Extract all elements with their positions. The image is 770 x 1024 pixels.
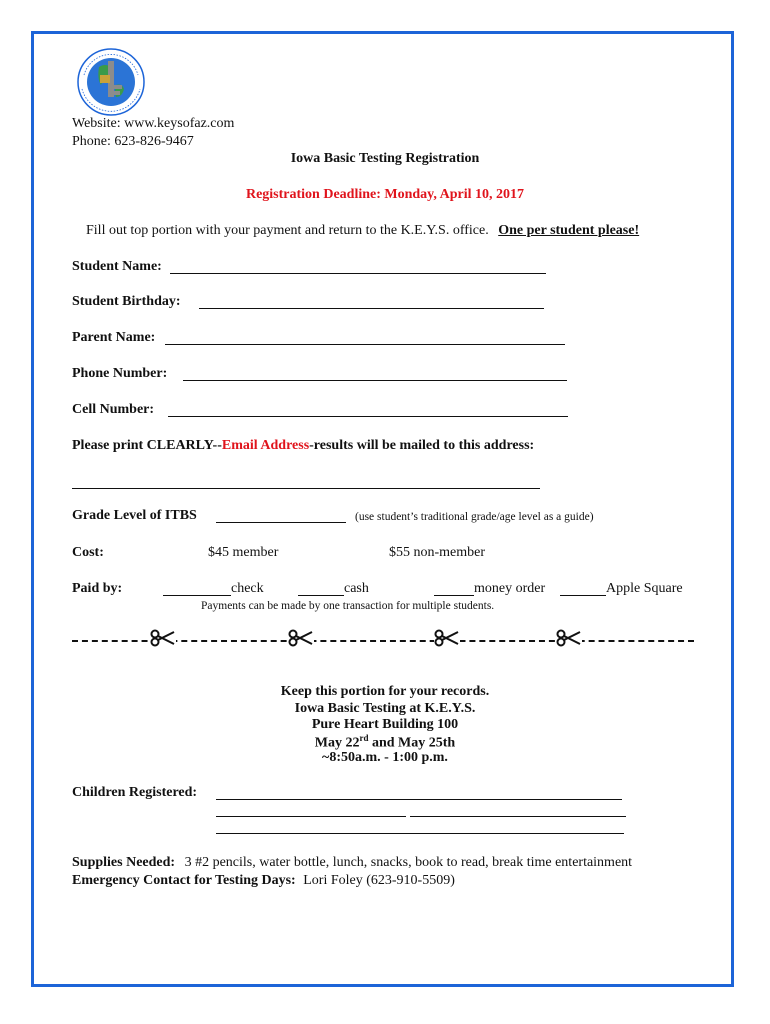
website-text: Website: www.keysofaz.com [72,116,235,131]
cash-blank[interactable] [298,595,344,596]
grade-level-note: (use student’s traditional grade/age level as a guide) [355,511,594,523]
phone-number-field[interactable] [183,380,567,381]
parent-name-label: Parent Name: [72,330,156,345]
cell-number-field[interactable] [168,416,568,417]
payments-note: Payments can be made by one transaction for multiple students. [201,600,495,612]
testing-dates [0,733,770,752]
apple-square-blank[interactable] [560,595,606,596]
supplies-value: 3 #2 pencils, water bottle, lunch, snacks, book to read, break time entertainment [184,855,633,870]
check-blank[interactable] [163,595,231,596]
parent-name-field[interactable] [165,344,565,345]
testing-date-suffix: rd [359,733,369,743]
testing-date-first: May 22 [314,735,360,751]
cost-label: Cost: [72,545,104,560]
instructions-line [86,223,639,239]
children-registered-field-1[interactable] [216,799,622,800]
student-name-field[interactable] [170,273,546,274]
testing-date-second: and May 25th [368,735,456,751]
paid-by-label: Paid by: [72,581,123,596]
grade-level-field[interactable] [216,522,346,523]
scissors-icon [150,628,176,648]
phone-text: Phone: 623-826-9467 [72,134,194,149]
scissors-icon [288,628,314,648]
student-birthday-field[interactable] [199,308,544,309]
cost-member: $45 member [208,545,279,560]
email-prefix: Please print CLEARLY-- [72,438,222,453]
instructions-text: Fill out top portion with your payment and return to the K.E.Y.S. office. [86,223,489,238]
testing-time: ~8:50a.m. - 1:00 p.m. [322,750,448,765]
pay-apple-square-label: Apple Square [606,581,683,596]
cost-non-member: $55 non-member [389,545,486,560]
email-suffix: -results will be mailed to this address: [309,438,535,453]
scissors-icon [434,628,460,648]
testing-location-title: Iowa Basic Testing at K.E.Y.S. [294,701,476,716]
student-birthday-label: Student Birthday: [72,294,181,309]
emergency-line [72,873,455,889]
supplies-label: Supplies Needed: [72,855,176,870]
instructions-emphasis: One per student please! [498,223,640,238]
money-order-blank[interactable] [434,595,474,596]
keep-portion-heading: Keep this portion for your records. [280,684,490,699]
grade-level-label: Grade Level of ITBS [72,508,197,523]
children-registered-label: Children Registered: [72,785,198,800]
emergency-value: Lori Foley (623-910-5509) [303,873,455,888]
cell-number-label: Cell Number: [72,402,155,417]
email-address-field[interactable] [72,488,540,489]
email-instruction [72,438,534,454]
student-name-label: Student Name: [72,259,162,274]
cut-line [72,628,694,648]
children-registered-field-4[interactable] [216,833,624,834]
scissors-icon [556,628,582,648]
phone-number-label: Phone Number: [72,366,168,381]
pay-money-order-label: money order [474,581,546,596]
emergency-label: Emergency Contact for Testing Days: [72,873,296,888]
children-registered-field-3[interactable] [410,816,626,817]
building-text: Pure Heart Building 100 [311,717,459,732]
supplies-line [72,855,632,871]
registration-deadline: Registration Deadline: Monday, April 10, 2017 [245,187,525,202]
form-title: Iowa Basic Testing Registration [290,151,480,166]
children-registered-field-2[interactable] [216,816,406,817]
pay-check-label: check [231,581,264,596]
keys-logo-icon [74,45,148,119]
pay-cash-label: cash [344,581,369,596]
email-address-label: Email Address [221,438,310,453]
